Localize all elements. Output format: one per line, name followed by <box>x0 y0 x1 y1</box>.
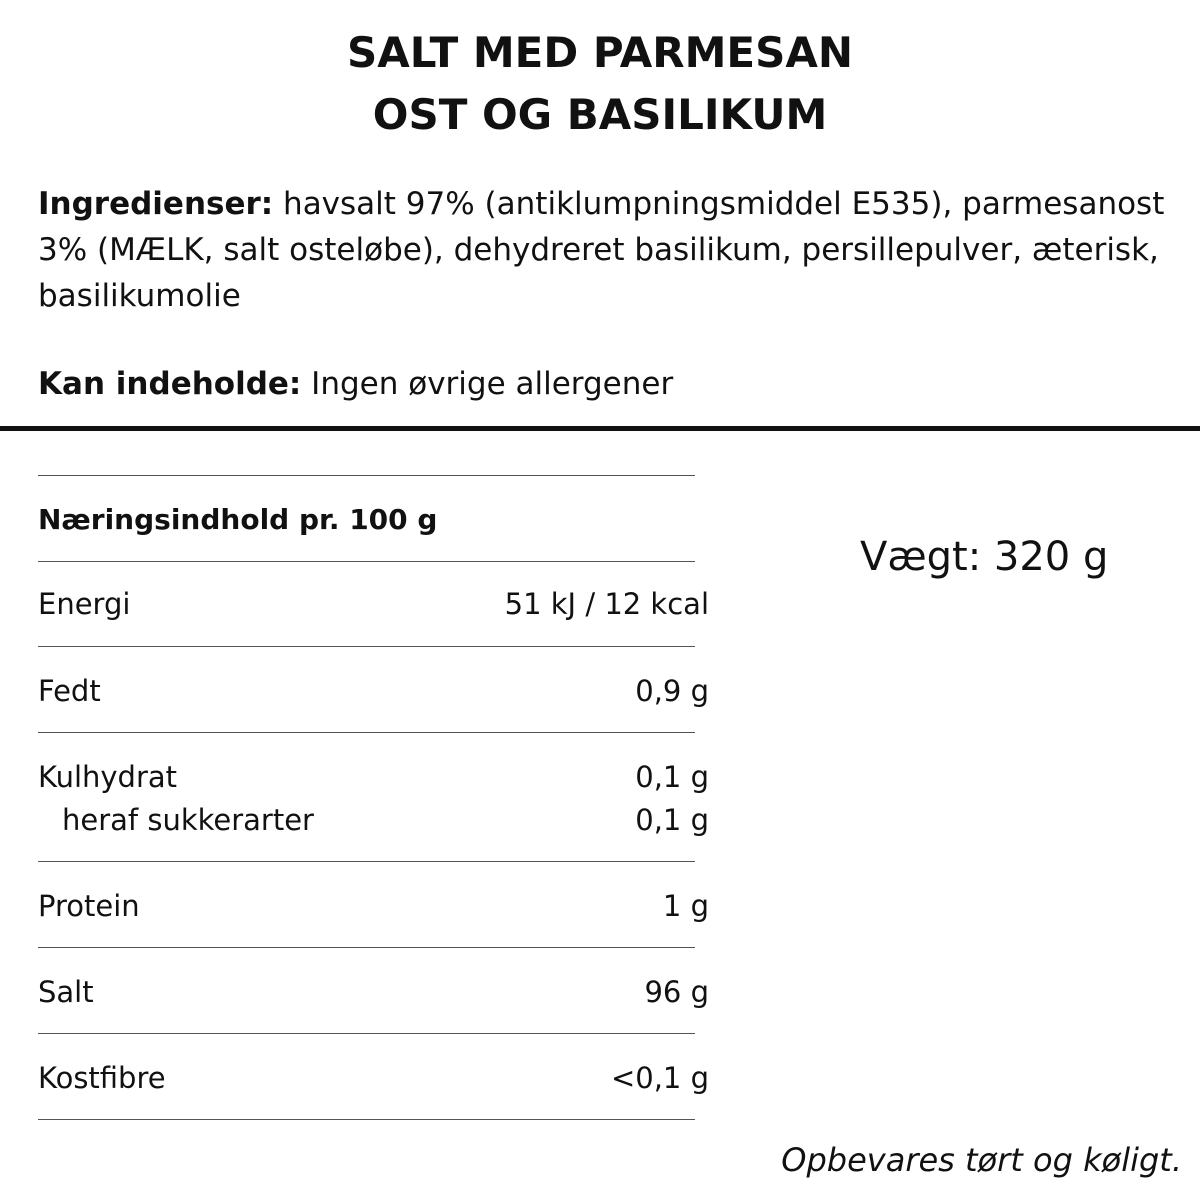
table-rule <box>38 732 695 733</box>
nutrition-value-protein: 1 g <box>662 889 709 923</box>
nutrition-label-fibre: Kostfibre <box>38 1061 166 1095</box>
nutrition-label-salt: Salt <box>38 975 94 1009</box>
may-contain-paragraph <box>38 361 1168 407</box>
table-rule <box>38 646 695 647</box>
product-title <box>0 22 1200 146</box>
table-rule <box>38 1119 695 1120</box>
ingredients-text: havsalt 97% (antiklumpningsmiddel E535), parmesanost 3% (MÆLK, salt osteløbe), dehydreret basilikum, persillepulver, æterisk, basilikumolie <box>38 186 1165 314</box>
nutrition-heading: Næringsindhold pr. 100 g <box>38 503 438 536</box>
product-title-line-1: SALT MED PARMESAN <box>347 28 853 77</box>
nutrition-label-fat: Fedt <box>38 674 101 708</box>
table-rule <box>38 561 695 562</box>
may-contain-label: Kan indeholde: <box>38 366 302 402</box>
table-rule <box>38 475 695 476</box>
nutrition-value-fat: 0,9 g <box>635 674 709 708</box>
nutrition-label-protein: Protein <box>38 889 140 923</box>
nutrition-label-sugars: heraf sukkerarter <box>62 803 314 837</box>
nutrition-value-carbohydrate: 0,1 g <box>635 760 709 794</box>
nutrition-label-energy: Energi <box>38 587 131 621</box>
ingredients-paragraph <box>38 181 1168 319</box>
ingredients-label: Ingredienser: <box>38 186 274 222</box>
table-rule <box>38 861 695 862</box>
nutrition-value-salt: 96 g <box>644 975 709 1009</box>
nutrition-label-carbohydrate: Kulhydrat <box>38 760 178 794</box>
nutrition-value-sugars: 0,1 g <box>635 803 709 837</box>
table-rule <box>38 1033 695 1034</box>
nutrition-value-fibre: <0,1 g <box>610 1061 709 1095</box>
net-weight: Vægt: 320 g <box>860 534 1109 580</box>
storage-note: Opbevares tørt og køligt. <box>781 1141 1182 1179</box>
table-rule <box>38 947 695 948</box>
product-title-line-2: OST OG BASILIKUM <box>372 90 828 139</box>
nutrition-value-energy: 51 kJ / 12 kcal <box>504 587 709 621</box>
section-divider <box>0 426 1200 431</box>
may-contain-text: Ingen øvrige allergener <box>301 366 674 402</box>
